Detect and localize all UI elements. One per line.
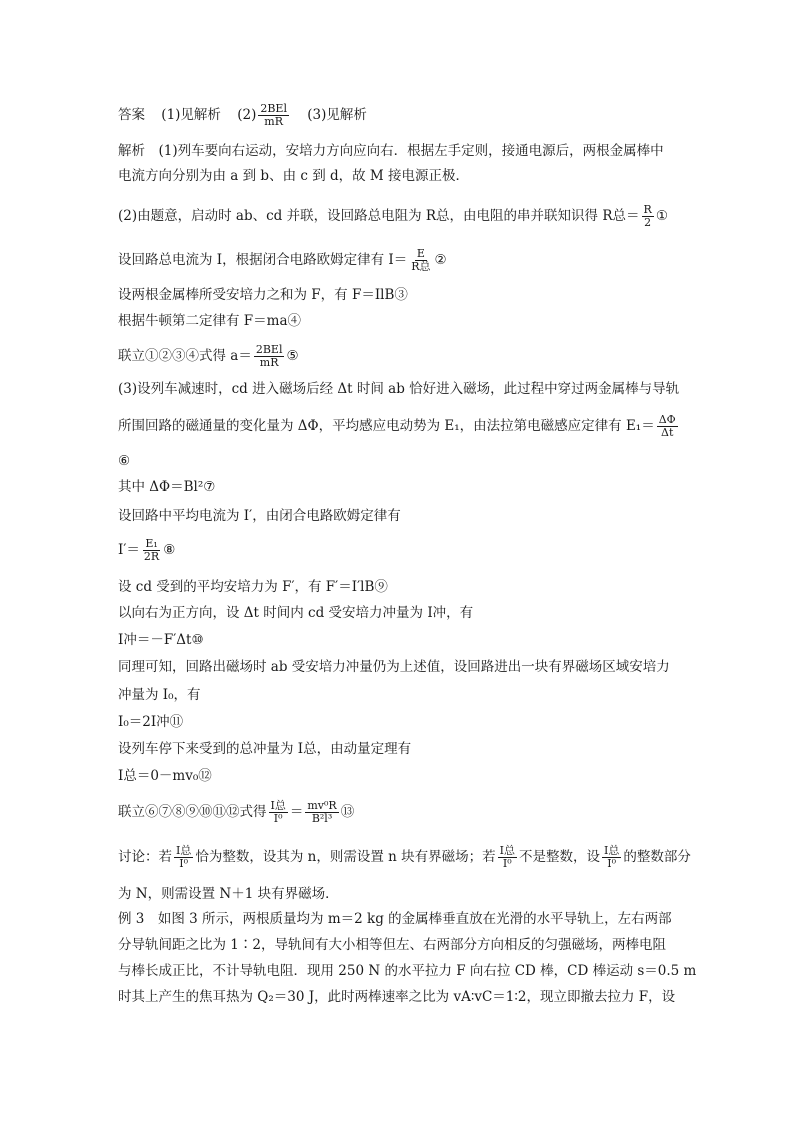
fraction: $\frac{\Delta\Phi}{\Delta t}$	[658, 413, 676, 439]
fraction: $\frac{\text{I总}}{\text{I⁰}}$	[270, 799, 286, 825]
fraction: $\frac{\text{mv⁰R}}{\text{B²l³}}$	[307, 799, 337, 825]
example-line-2: 分导轨间距之比为 1∶2，导轨间有大小相等但左、右两部分方向相反的匀强磁场，两棒电阻	[118, 937, 666, 953]
analysis-line-3: (2)由题意，启动时 ab、cd 并联，设回路总电阻为 R总，由电阻的串并联知识得 R总＝ $\frac{R}{2}$ ①	[118, 203, 668, 229]
analysis-line-21: I总＝0－mv₀⑫	[118, 768, 212, 784]
analysis-line-22: 联立⑥⑦⑧⑨⑩⑪⑫式得 $\frac{\text{I总}}{\text{I⁰}}$ ＝ $\frac{\text{mv⁰R}}{\text{B²l³}}$ ⑬	[118, 799, 355, 825]
analysis-line-8: (3)设列车减速时，cd 进入磁场后经 Δt 时间 ab 恰好进入磁场，此过程中穿过两金属棒与导轨	[118, 381, 680, 397]
answer-part-1: (1)见解析	[161, 107, 221, 123]
answer-fraction: $\frac{\text{2BEl}}{mR}$	[260, 102, 287, 128]
analysis-line-4: 设回路总电流为 I，根据闭合电路欧姆定律有 I＝ $\frac{E}{\text{R总}}$ ②	[118, 247, 447, 273]
analysis-line-18: 冲量为 I₀，有	[118, 687, 201, 703]
example-line-3: 与棒长成正比，不计导轨电阻．现用 250 N 的水平拉力 F 向右拉 CD 棒，CD 棒运动 s＝0.5 m	[118, 963, 697, 979]
fraction: $\frac{\text{2BEl}}{mR}$	[255, 343, 283, 369]
analysis-line-6: 根据牛顿第二定律有 F＝ma④	[118, 313, 302, 329]
analysis-line-17: 同理可知，回路出磁场时 ab 受安培力冲量仍为上述值，设回路进出一块有界磁场区域安培力	[118, 659, 670, 675]
analysis-line-10: ⑥	[118, 453, 131, 469]
fraction: $\frac{\text{I总}}{\text{I⁰}}$	[176, 844, 192, 870]
analysis-line-13: I′＝ $\frac{\text{E₁}}{2R}$ ⑧	[118, 537, 176, 563]
fraction: $\frac{\text{I总}}{\text{I⁰}}$	[603, 844, 620, 870]
analysis-line-23: 讨论：若 $\frac{\text{I总}}{\text{I⁰}}$ 恰为整数，设其为 n，则需设置 n 块有界磁场；若 $\frac{\text{I总}}{\text{I⁰}}$ 不是整数，设 $\frac{\text{I总}}{\text{I⁰}}$ 的整数部分	[118, 844, 691, 870]
analysis-line-16: I冲＝－F′Δt⑩	[118, 632, 204, 648]
analysis-line-9: 所围回路的磁通量的变化量为 ΔΦ，平均感应电动势为 E₁，由法拉第电磁感应定律有 E₁＝ $\frac{\Delta\Phi}{\Delta t}$	[118, 413, 676, 439]
analysis-line-1: 解析 (1)列车要向右运动，安培力方向应向右．根据左手定则，接通电源后，两根金属棒中	[118, 143, 664, 159]
analysis-line-15: 以向右为正方向，设 Δt 时间内 cd 受安培力冲量为 I冲，有	[118, 605, 474, 621]
analysis-line-11: 其中 ΔΦ＝Bl²⑦	[118, 479, 216, 495]
analysis-line-24: 为 N，则需设置 N＋1 块有界磁场．	[118, 886, 339, 902]
answer-part-3: (3)见解析	[307, 107, 367, 123]
fraction: $\frac{E}{\text{R总}}$	[411, 247, 431, 273]
example-line-1: 例 3 如图 3 所示，两根质量均为 m＝2 kg 的金属棒垂直放在光滑的水平导轨上，左右两部	[118, 911, 672, 927]
analysis-line-12: 设回路中平均电流为 I′，由闭合电路欧姆定律有	[118, 508, 401, 524]
analysis-line-20: 设列车停下来受到的总冲量为 I总，由动量定理有	[118, 741, 412, 757]
answer-part-2-prefix: (2)	[237, 107, 257, 123]
analysis-line-5: 设两根金属棒所受安培力之和为 F，有 F＝IlB③	[118, 287, 408, 303]
example-line-4: 时其上产生的焦耳热为 Q₂＝30 J，此时两棒速率之比为 vA∶vC＝1∶2，现立即撤去拉力 F，设	[118, 989, 676, 1005]
answer-line	[118, 103, 688, 128]
fraction: $\frac{\text{I总}}{\text{I⁰}}$	[499, 844, 515, 870]
analysis-line-7: 联立①②③④式得 a＝ $\frac{\text{2BEl}}{mR}$ ⑤	[118, 343, 299, 369]
analysis-line-2: 电流方向分别为由 a 到 b、由 c 到 d，故 M 接电源正极．	[118, 168, 470, 184]
answer-label: 答案	[118, 107, 145, 123]
fraction: $\frac{R}{2}$	[643, 203, 652, 229]
analysis-line-19: I₀＝2I冲⑪	[118, 714, 184, 730]
fraction: $\frac{\text{E₁}}{2R}$	[143, 537, 160, 563]
analysis-line-14: 设 cd 受到的平均安培力为 F′，有 F′＝I′lB⑨	[118, 579, 388, 595]
